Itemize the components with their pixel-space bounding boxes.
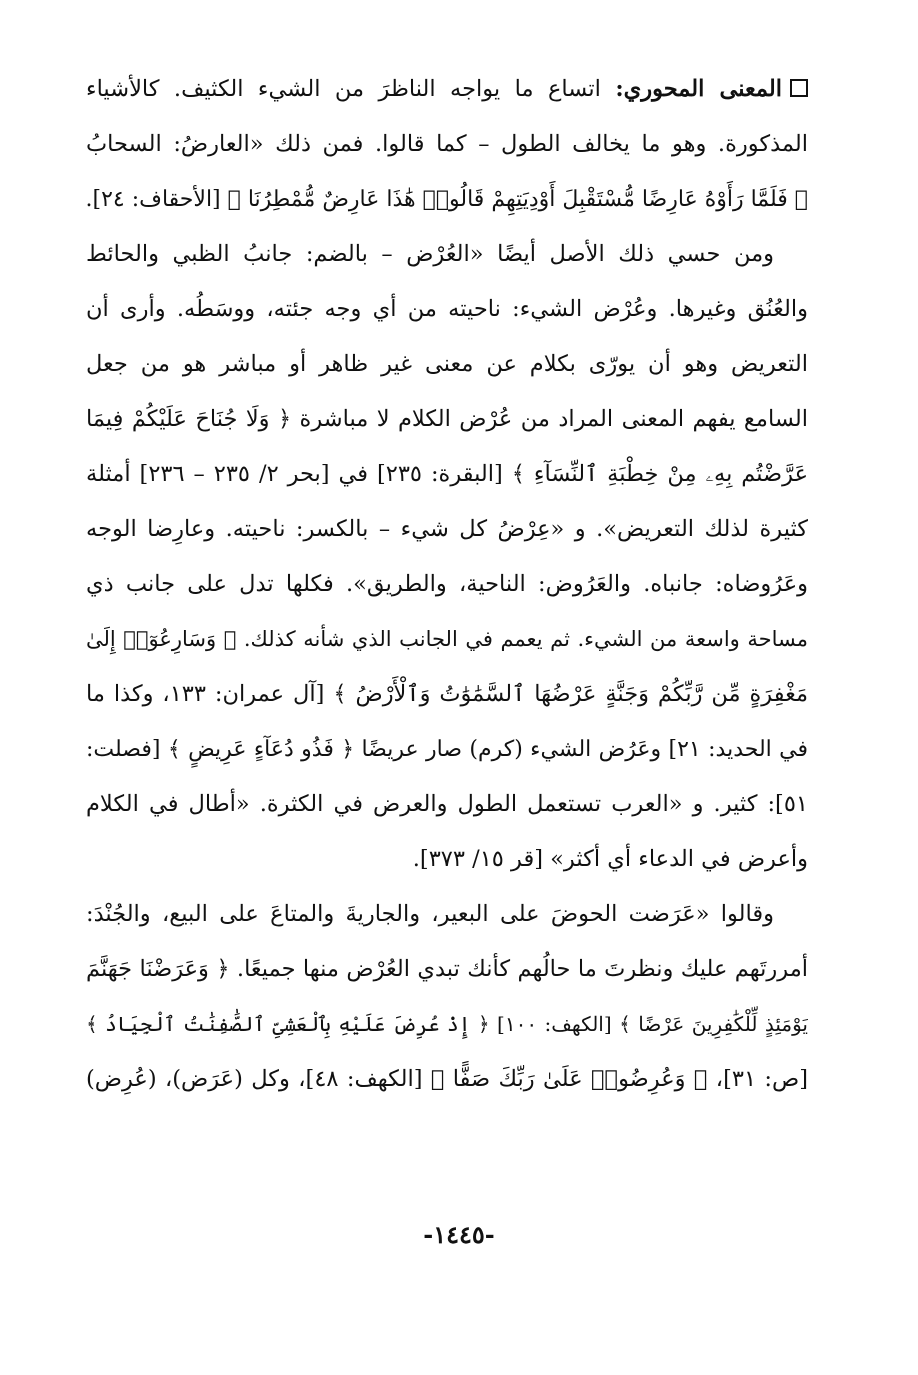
- text-line-15: وأعرض في الدعاء أي أكثر» [قر ١٥/ ٣٧٣].: [412, 846, 808, 872]
- section-heading: المعنى المحوري:: [615, 76, 783, 102]
- text-line-19: [ص: ٣١]، ﴿ وَعُرِضُوا۟ عَلَىٰ رَبِّكَ صَفًّا ﴾ [الكهف: ٤٨]، وكل (عَرَض)، (عُرِض): [86, 1066, 808, 1092]
- text-line-12: مَغْفِرَةٍ مِّن رَّبِّكُمْ وَجَنَّةٍ عَرْضُهَا ٱلسَّمَٰوَٰتُ وَٱلْأَرْضُ ﴾ [آل عمران: ١٣٣، وكذا ما: [86, 681, 808, 707]
- text-line-11: مساحة واسعة من الشيء. ثم يعمم في الجانب الذي شأنه كذلك. ﴿ وَسَارِعُوٓا۟ إِلَىٰ: [86, 627, 808, 651]
- text-line-14: ٥١]: كثير. و «العرب تستعمل الطول والعرض في الكثرة. «أطال في الكلام: [86, 791, 808, 817]
- text-line-13: في الحديد: ٢١] وعَرُض الشيء (كرم) صار عريضًا ﴿ فَذُو دُعَآءٍ عَرِيضٍ ﴾ [فصلت:: [86, 737, 808, 762]
- text-line-6: التعريض وهو أن يورّى بكلام عن معنى غير ظاهر أو مباشر هو من جعل: [86, 351, 808, 377]
- text-line-2: المذكورة. وهو ما يخالف الطول – كما قالوا. فمن ذلك «العارضُ: السحابُ: [86, 131, 808, 157]
- text-line-18: يَوْمَئِذٍ لِّلْكَٰفِرِينَ عَرْضًا ﴾ [الكهف: ١٠٠] ﴿ إِذْ عُرِضَ عَلَيْهِ بِٱلْعَشِىِّ ٱلصَّٰفِنَٰتُ ٱلْجِيَادُ ﴾: [86, 1012, 808, 1036]
- text-line-3: ﴿ فَلَمَّا رَأَوْهُ عَارِضًا مُّسْتَقْبِلَ أَوْدِيَتِهِمْ قَالُوا۟ هَٰذَا عَارِضٌ مُّمْطِرُنَا ﴾ [الأحقاف: ٢٤].: [86, 187, 808, 212]
- page-body: [86, 62, 808, 1107]
- text-line-10: وعَرُوضاه: جانباه. والعَرُوض: الناحية، والطريق». فكلها تدل على جانب ذي: [86, 571, 808, 597]
- text-line-7: السامع يفهم المعنى المراد من عُرْض الكلام لا مباشرة ﴿ وَلَا جُنَاحَ عَلَيْكُمْ فِيمَا: [86, 406, 808, 432]
- text-line-16: وقالوا «عَرَضت الحوضَ على البعير، والجاريةَ والمتاعَ على البيع، والجُنْدَ:: [86, 901, 774, 927]
- square-bullet-icon: [790, 79, 808, 97]
- text-line-8: عَرَّضْتُم بِهِۦ مِنْ خِطْبَةِ ٱلنِّسَآءِ ﴾ [البقرة: ٢٣٥] في [بحر ٢/ ٢٣٥ – ٢٣٦] أمثلة: [86, 461, 808, 487]
- text-line-4: ومن حسي ذلك الأصل أيضًا «العُرْض – بالضم: جانبُ الظبي والحائط: [86, 241, 774, 267]
- text-line-17: أمررتَهم عليك ونظرتَ ما حالُهم كأنك تبدي العُرْض منها جميعًا. ﴿ وَعَرَضْنَا جَهَنَّمَ: [86, 956, 808, 982]
- text-line-9: كثيرة لذلك التعريض». و «عِرْضُ كل شيء – بالكسر: ناحيته. وعارِضا الوجه: [86, 516, 808, 542]
- page-number: -١٤٤٥-: [423, 1220, 495, 1249]
- text-line-1-body: اتساع ما يواجه الناظرَ من الشيء الكثيف. كالأشياء: [86, 76, 616, 102]
- text-line-5: والعُنُق وغيرها. وعُرْض الشيء: ناحيته من أي وجه جئته، ووسَطُه. وأرى أن: [86, 296, 808, 322]
- text-line-1: [86, 62, 808, 117]
